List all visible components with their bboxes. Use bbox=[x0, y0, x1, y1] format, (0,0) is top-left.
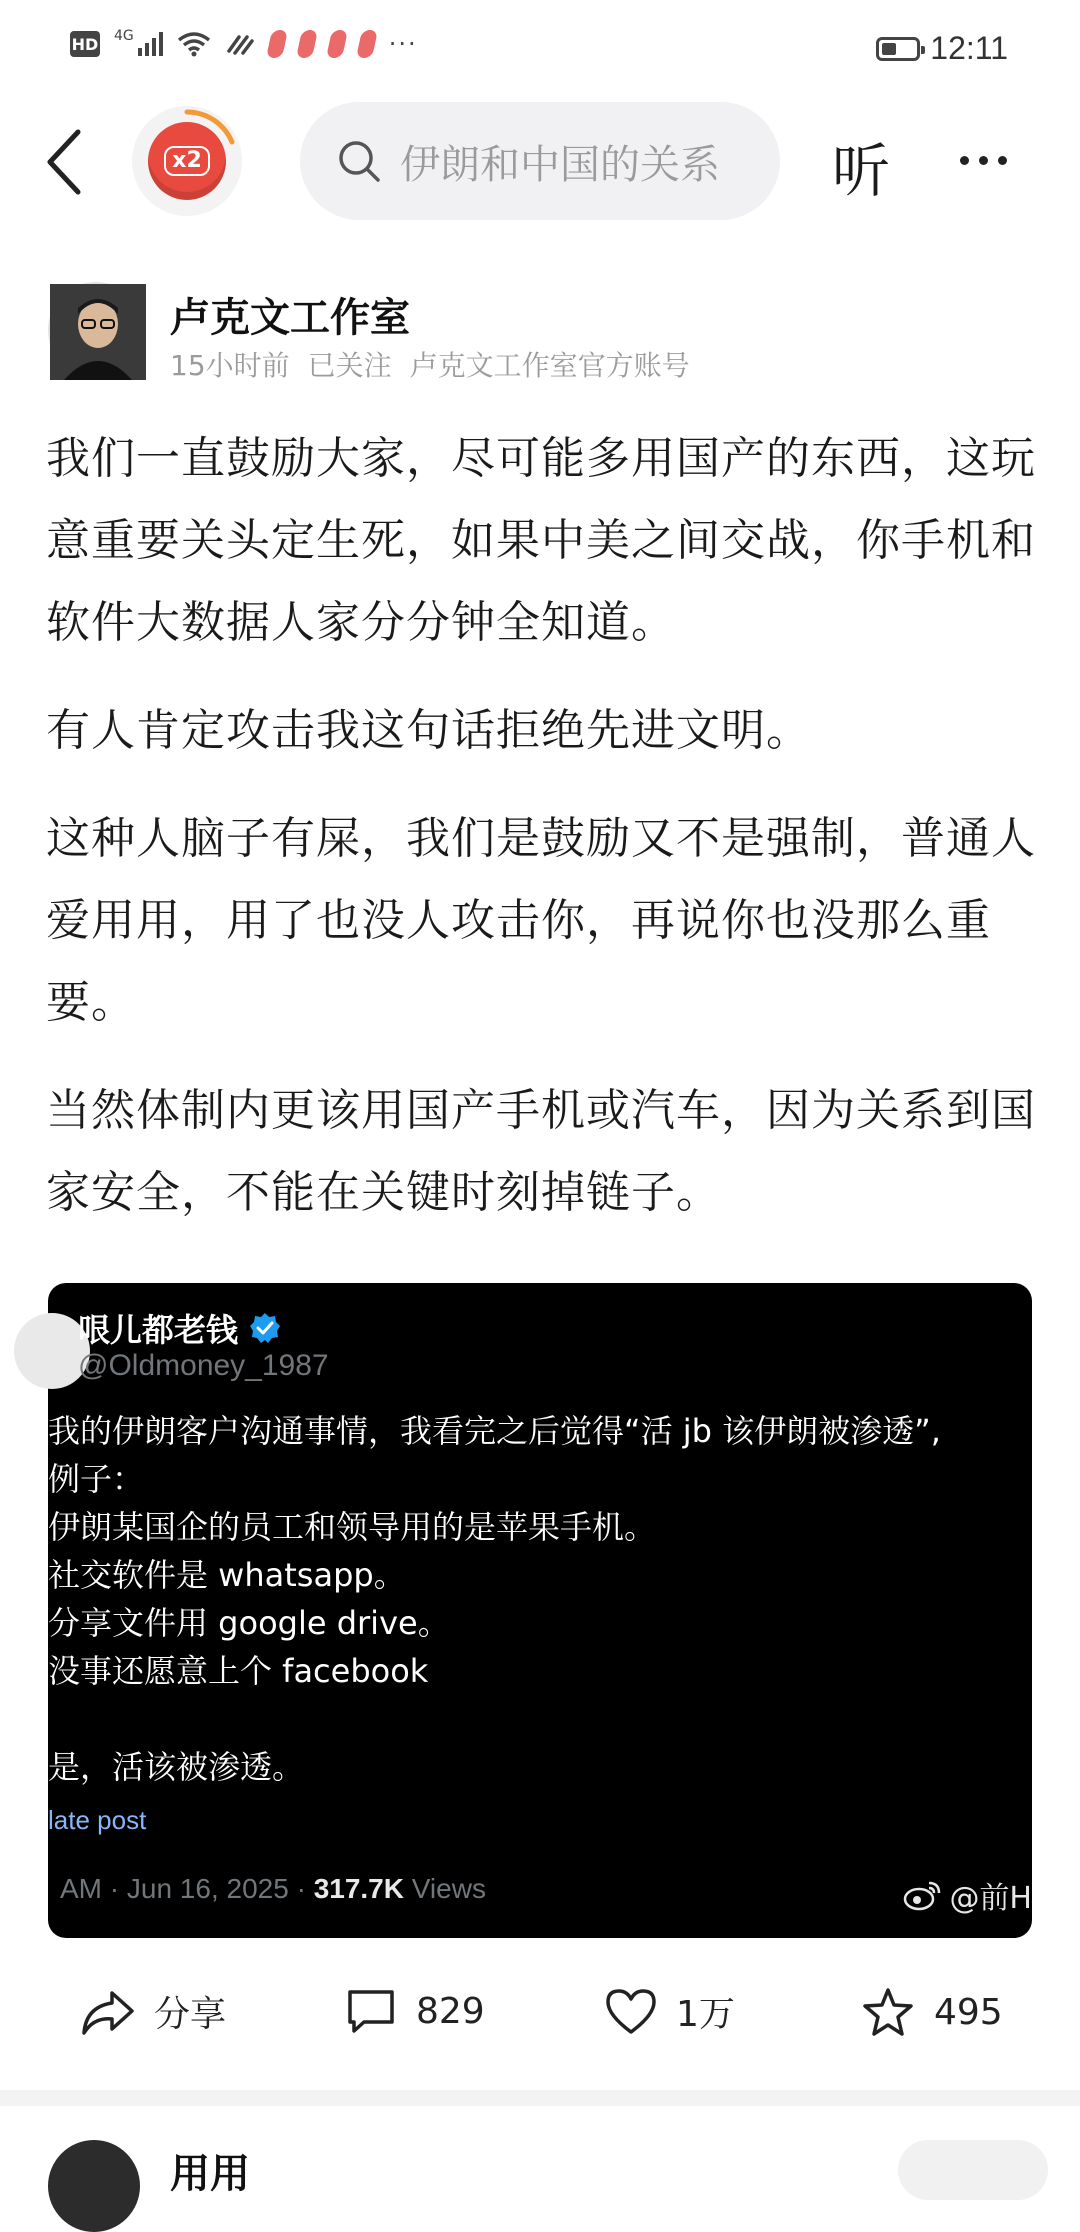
post-divider bbox=[0, 2090, 1080, 2106]
clock: 12:11 bbox=[930, 30, 1008, 66]
more-icon[interactable] bbox=[960, 140, 1030, 180]
star-icon bbox=[860, 1986, 916, 2038]
verified-badge-icon bbox=[248, 1311, 282, 1345]
embedded-line: 没事还愿意上个 facebook bbox=[48, 1652, 429, 1690]
signal-icon bbox=[138, 32, 163, 56]
embedded-timestamp: AM · Jun 16, 2025 · bbox=[60, 1873, 314, 1904]
battery-icon bbox=[876, 37, 920, 61]
next-post-author[interactable]: 用用 bbox=[170, 2151, 250, 2197]
next-post-avatar[interactable] bbox=[48, 2140, 140, 2232]
weibo-logo-icon bbox=[903, 1879, 943, 1911]
app-notification-icon bbox=[356, 30, 378, 58]
author-row bbox=[48, 282, 1048, 382]
embedded-line: 伊朗某国企的员工和领导用的是苹果手机。 bbox=[48, 1508, 657, 1546]
embedded-line: 我的伊朗客户沟通事情，我看完之后觉得“活 jb 该伊朗被渗透”, bbox=[48, 1412, 941, 1450]
share-button[interactable] bbox=[80, 1986, 226, 2037]
search-placeholder: 伊朗和中国的关系 bbox=[400, 141, 720, 188]
post-body bbox=[46, 418, 1046, 1260]
follow-status[interactable]: 已关注 bbox=[307, 349, 392, 382]
wifi-icon bbox=[177, 31, 211, 57]
comment-count: 829 bbox=[416, 1990, 485, 2032]
status-bar-left bbox=[70, 30, 418, 58]
post-paragraph: 有人肯定攻击我这句话拒绝先进文明。 bbox=[46, 705, 811, 756]
like-count: 1万 bbox=[676, 1994, 735, 2035]
embedded-line-blank bbox=[48, 1695, 1028, 1743]
search-icon bbox=[336, 138, 382, 184]
post-paragraph: 当然体制内更该用国产手机或汽车，因为关系到国家安全，不能在关键时刻掉链子。 bbox=[46, 1085, 1036, 1218]
embedded-text bbox=[48, 1407, 1028, 1791]
views-label: Views bbox=[403, 1873, 486, 1904]
author-meta bbox=[170, 344, 690, 384]
favorite-button[interactable] bbox=[860, 1986, 1003, 2038]
embedded-display-name bbox=[78, 1305, 282, 1351]
red-packet-button[interactable] bbox=[132, 106, 242, 216]
comment-button[interactable] bbox=[344, 1986, 485, 2036]
share-label: 分享 bbox=[154, 1994, 227, 2035]
listen-button[interactable]: 听 bbox=[832, 137, 891, 205]
embedded-image[interactable] bbox=[48, 1283, 1032, 1938]
avatar-photo bbox=[50, 284, 146, 380]
search-bar[interactable] bbox=[300, 102, 780, 220]
app-notification-icon bbox=[296, 30, 318, 58]
author-name[interactable]: 卢克文工作室 bbox=[170, 295, 410, 341]
embedded-line: 分享文件用 google drive。 bbox=[48, 1604, 450, 1642]
embedded-line: 社交软件是 whatsapp。 bbox=[48, 1556, 406, 1594]
nfc-icon bbox=[225, 31, 255, 57]
embedded-handle: @Oldmoney_1987 bbox=[78, 1349, 329, 1382]
weibo-watermark bbox=[903, 1873, 1032, 1917]
author-avatar[interactable] bbox=[48, 282, 144, 378]
like-button[interactable] bbox=[604, 1986, 735, 2037]
post-paragraph: 我们一直鼓励大家，尽可能多用国产的东西，这玩意重要关头定生死，如果中美之间交战，你手机和软件大数据人家分分钟全知道。 bbox=[46, 433, 1036, 648]
hd-indicator: HD bbox=[70, 31, 100, 57]
embedded-line: 是，活该被渗透。 bbox=[48, 1748, 305, 1786]
next-post-follow-button[interactable] bbox=[898, 2140, 1048, 2200]
app-notification-icon bbox=[266, 30, 288, 58]
status-bar-right bbox=[876, 30, 1008, 67]
embedded-line: 例子： bbox=[48, 1460, 145, 1498]
back-button[interactable] bbox=[40, 122, 110, 202]
views-count: 317.7K bbox=[313, 1873, 404, 1904]
watermark-text: @前H bbox=[949, 1881, 1032, 1916]
favorite-count: 495 bbox=[934, 1991, 1003, 2033]
next-post-preview[interactable] bbox=[48, 2134, 1048, 2197]
heart-icon bbox=[604, 1987, 658, 2037]
comment-icon bbox=[344, 1986, 398, 2036]
post-paragraph: 这种人脑子有屎，我们是鼓励又不是强制，普通人爱用用，用了也没人攻击你，再说你也没那么重要。 bbox=[46, 813, 1036, 1028]
red-packet-badge: x2 bbox=[164, 146, 210, 176]
app-notification-icon bbox=[326, 30, 348, 58]
post-time: 15小时前 bbox=[170, 349, 290, 382]
share-icon bbox=[80, 1987, 136, 2037]
author-description: 卢克文工作室官方账号 bbox=[409, 349, 690, 382]
status-bar bbox=[0, 0, 1080, 100]
network-type: 4G bbox=[114, 28, 134, 44]
progress-ring bbox=[132, 106, 242, 216]
top-nav bbox=[0, 100, 1080, 230]
translate-post-link[interactable]: late post bbox=[48, 1805, 147, 1835]
action-bar bbox=[0, 1962, 1080, 2062]
embedded-name-text: 哏儿都老钱 bbox=[78, 1311, 239, 1349]
back-arrow-icon bbox=[40, 122, 90, 202]
more-notifications: ··· bbox=[388, 30, 418, 58]
embedded-footer bbox=[60, 1873, 486, 1905]
